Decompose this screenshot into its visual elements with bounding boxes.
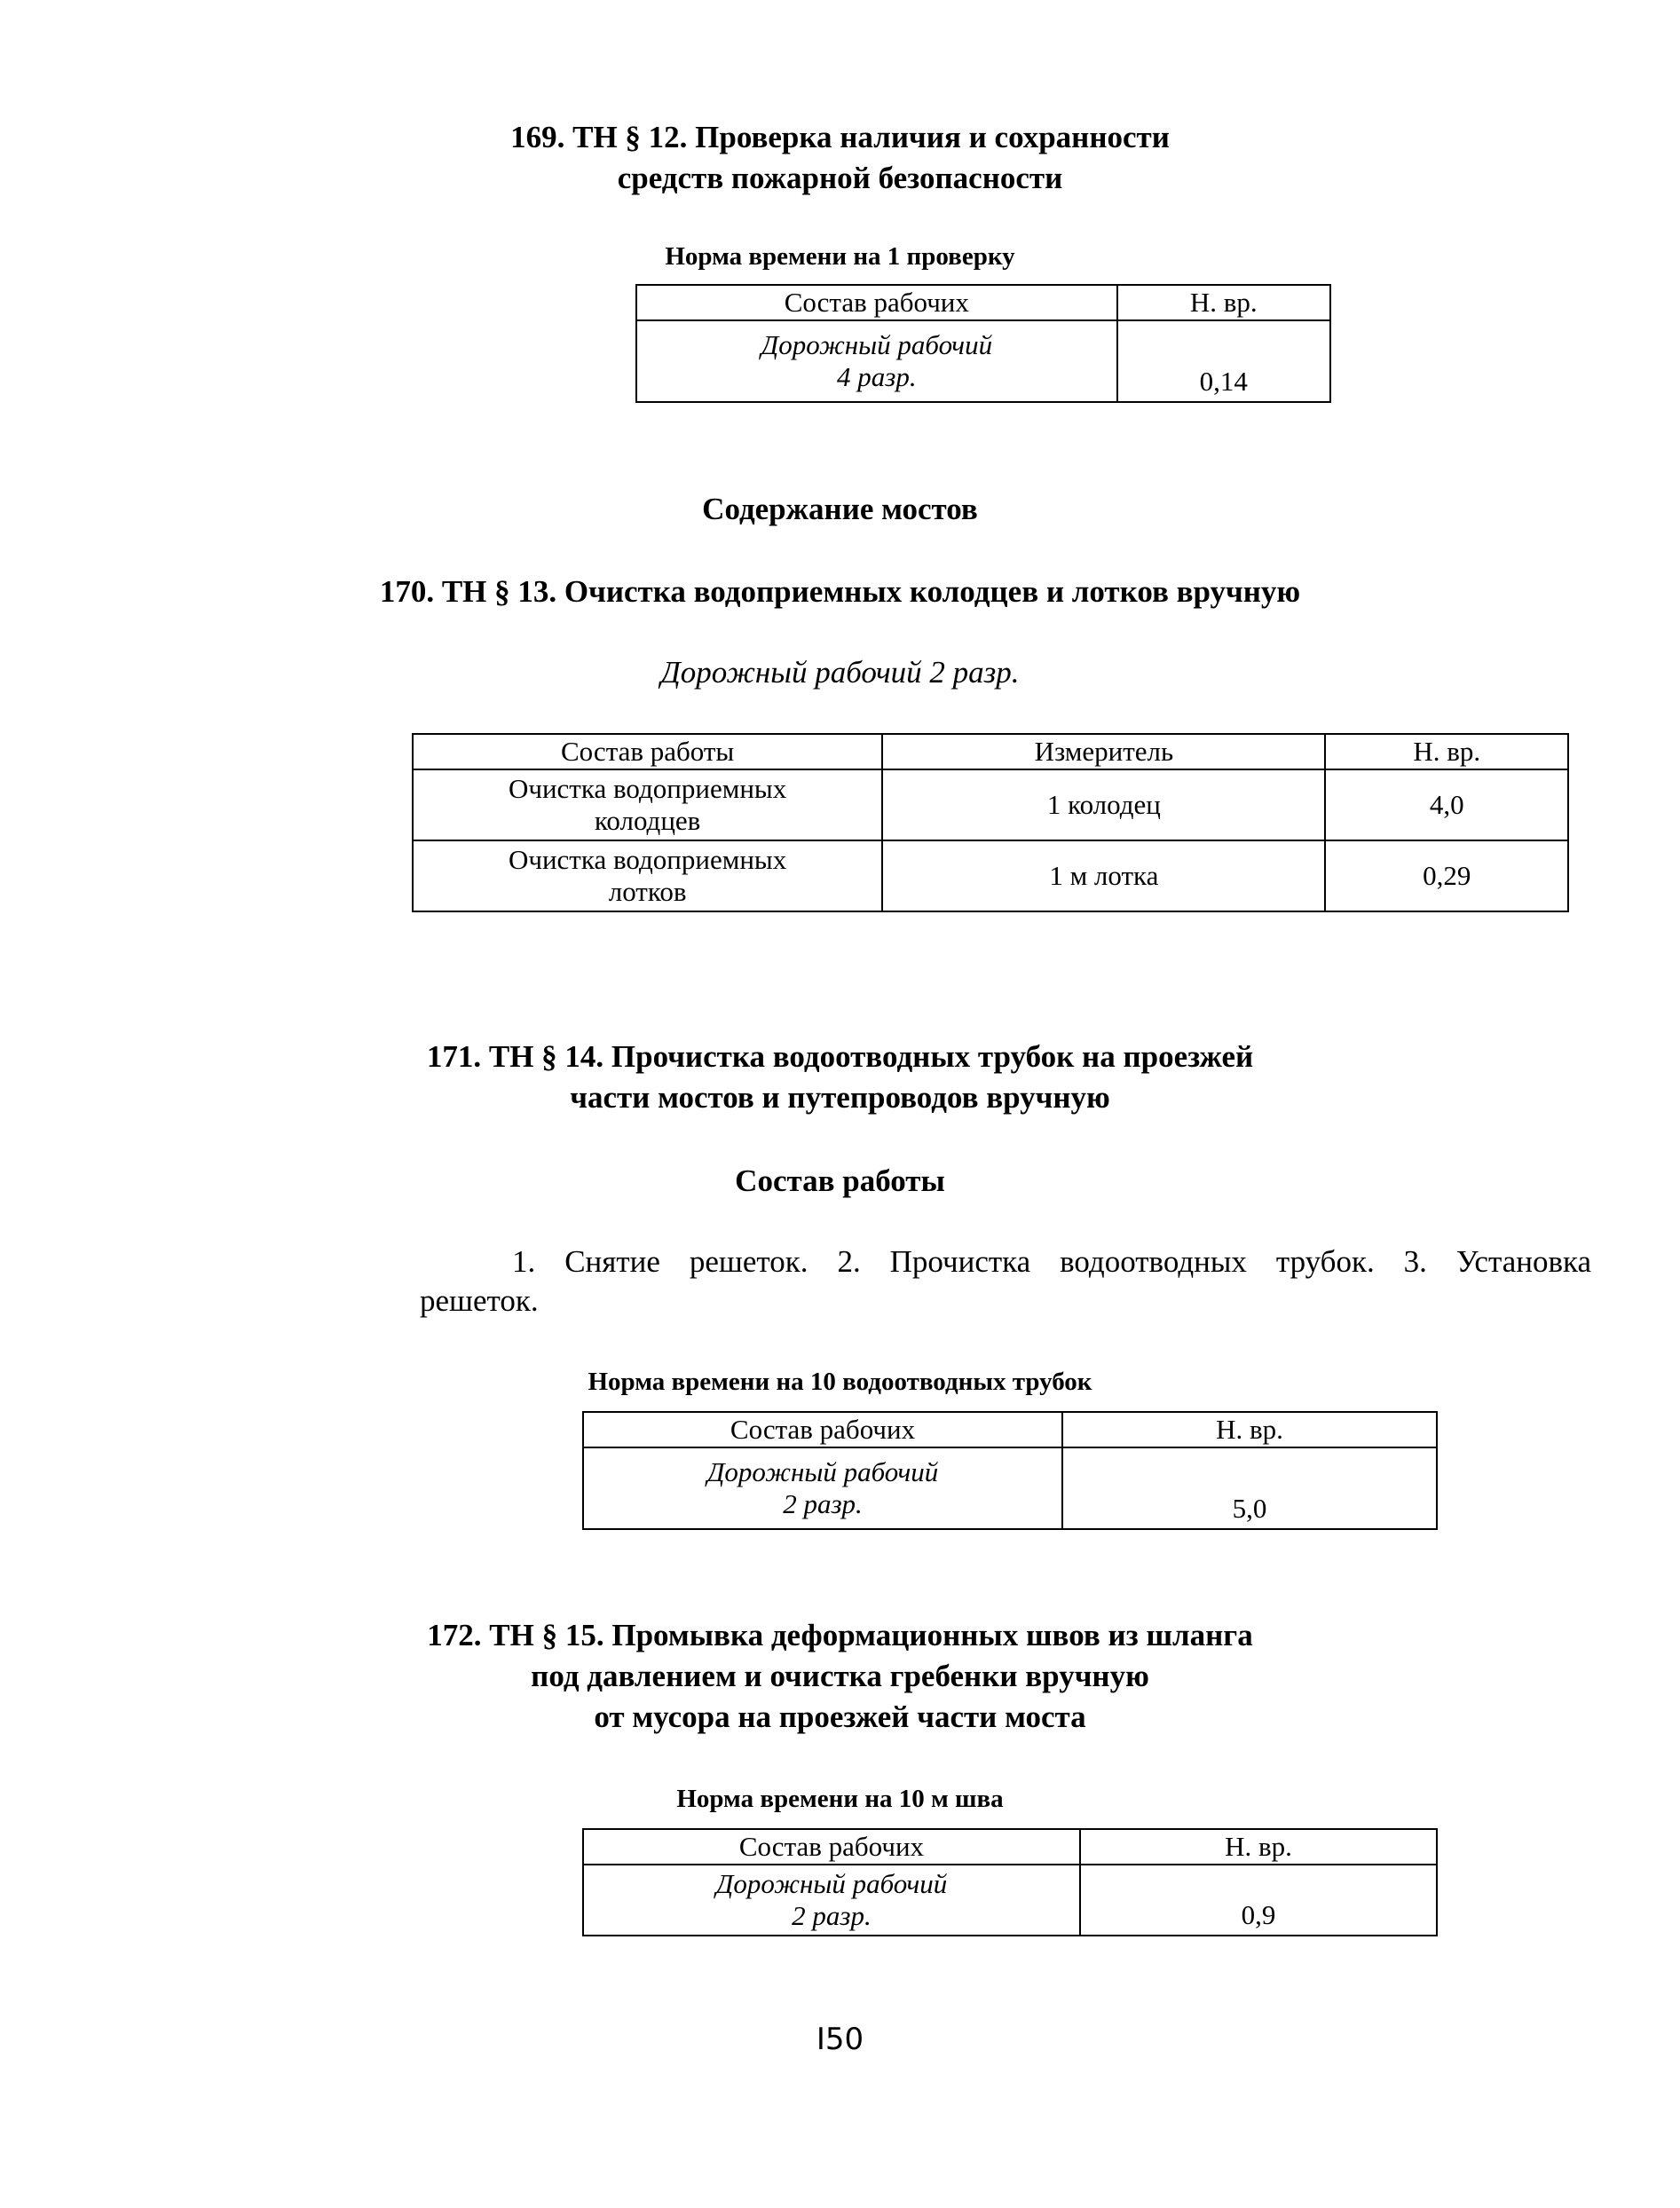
work-text-line2: колодцев (594, 805, 701, 836)
table-row (636, 320, 1330, 402)
table-header-row (636, 285, 1330, 320)
composition-heading: Состав работы (735, 1163, 945, 1198)
header-norm: Н. вр. (1117, 285, 1330, 320)
table-header-row (413, 734, 1568, 769)
heading-172-line3: от мусора на проезжей части моста (594, 1699, 1086, 1734)
table-row (413, 769, 1568, 840)
heading-169-line2: средств пожарной безопасности (617, 161, 1063, 195)
norm-value: 0,29 (1325, 840, 1568, 911)
work-cell (413, 840, 882, 911)
worker-grade: 4 разр. (837, 361, 917, 392)
norm-value: 0,9 (1080, 1865, 1437, 1936)
heading-171-line1: 171. ТН § 14. Прочистка водоотводных трубок на проезжей (426, 1039, 1254, 1074)
worker-grade: 2 разр. (792, 1900, 872, 1931)
heading-172-line1: 172. ТН § 15. Промывка деформационных швов из шланга (427, 1618, 1253, 1652)
header-norm: Н. вр. (1325, 734, 1568, 769)
composition-line1: 1. Снятие решеток. 2. Прочистка водоотводных трубок. 3. Установка (512, 1244, 1591, 1279)
norm-value: 4,0 (1325, 769, 1568, 840)
table-header-row (583, 1412, 1437, 1447)
section-heading: Содержание мостов (702, 492, 978, 526)
composition-line2: решеток. (420, 1283, 539, 1318)
table-169 (635, 284, 1331, 403)
worker-name: Дорожный рабочий (706, 1456, 939, 1487)
worker-cell (583, 1865, 1080, 1936)
table-170 (412, 733, 1569, 912)
table-row (583, 1447, 1437, 1529)
table-171 (582, 1411, 1438, 1530)
table-header-row (583, 1829, 1437, 1865)
table-row (413, 840, 1568, 911)
composition-text (420, 1242, 1591, 1321)
header-workers: Состав рабочих (583, 1412, 1062, 1447)
worker-170: Дорожный рабочий 2 разр. (660, 655, 1020, 690)
worker-cell (583, 1447, 1062, 1529)
header-workers: Состав рабочих (583, 1829, 1080, 1865)
table-172 (582, 1828, 1438, 1936)
norm-value: 0,14 (1117, 320, 1330, 402)
work-text-line1: Очистка водоприемных (508, 844, 787, 875)
worker-name: Дорожный рабочий (761, 329, 993, 360)
work-text-line1: Очистка водоприемных (508, 773, 787, 804)
heading-169 (0, 117, 1680, 199)
page-number: I50 (816, 2022, 864, 2057)
heading-172-line2: под давлением и очистка гребенки вручную (531, 1659, 1149, 1693)
header-norm: Н. вр. (1080, 1829, 1437, 1865)
header-unit: Измеритель (882, 734, 1325, 769)
worker-name: Дорожный рабочий (715, 1868, 948, 1899)
norm-169: Норма времени на 1 проверку (665, 242, 1015, 271)
work-text-line2: лотков (608, 876, 687, 907)
header-workers: Состав рабочих (636, 285, 1117, 320)
worker-cell (636, 320, 1117, 402)
table-row (583, 1865, 1437, 1936)
norm-172: Норма времени на 10 м шва (676, 1785, 1004, 1813)
unit-cell: 1 колодец (882, 769, 1325, 840)
work-cell (413, 769, 882, 840)
worker-grade: 2 разр. (783, 1488, 863, 1519)
norm-171: Норма времени на 10 водоотводных трубок (588, 1368, 1092, 1396)
heading-169-line1: 169. ТН § 12. Проверка наличия и сохранности (510, 120, 1170, 154)
unit-cell: 1 м лотка (882, 840, 1325, 911)
heading-172 (0, 1615, 1680, 1738)
header-norm: Н. вр. (1062, 1412, 1437, 1447)
heading-171-line2: части мостов и путепроводов вручную (570, 1080, 1110, 1115)
heading-171 (0, 1037, 1680, 1118)
heading-170: 170. ТН § 13. Очистка водоприемных колодцев и лотков вручную (379, 574, 1301, 609)
header-work: Состав работы (413, 734, 882, 769)
norm-value: 5,0 (1062, 1447, 1437, 1529)
